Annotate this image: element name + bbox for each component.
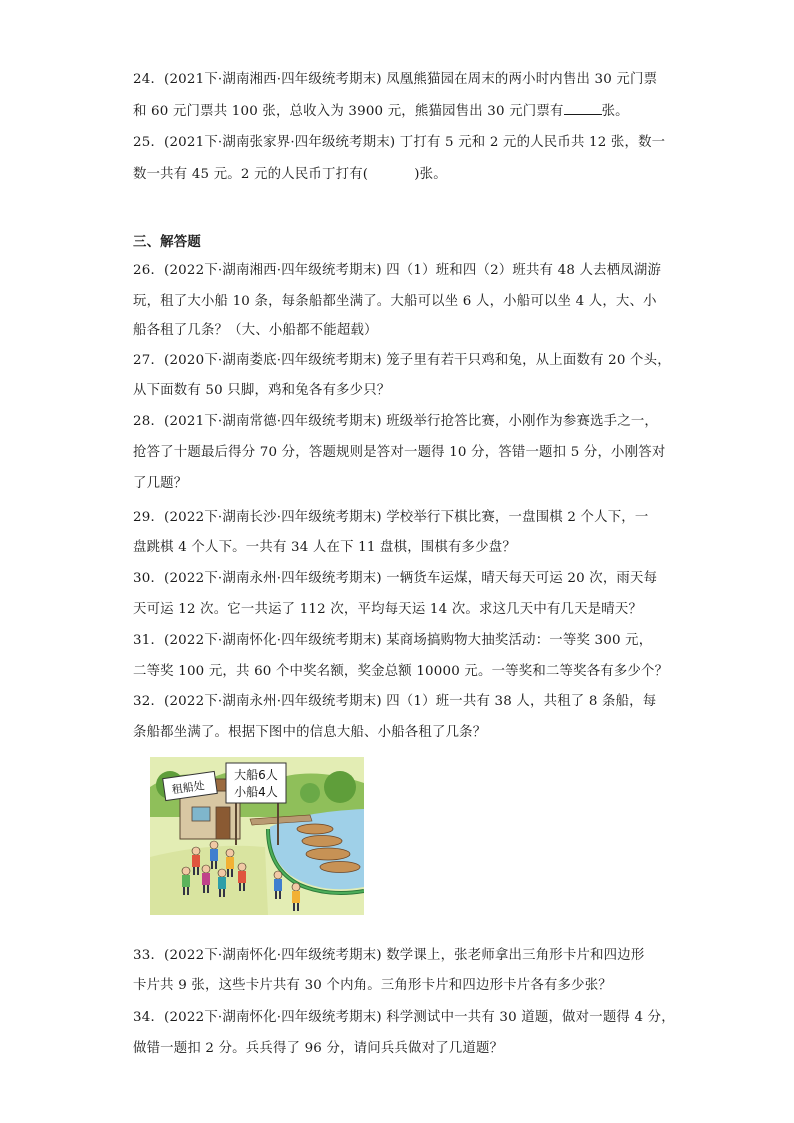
q24-line-2 bbox=[133, 100, 629, 119]
q34-line-1: 34．(2022下·湖南怀化·四年级统考期末) 科学测试中一共有 30 道题，做对一题得 4 分， bbox=[133, 1010, 675, 1025]
q28-line-3: 了几题？ bbox=[133, 476, 188, 491]
q28-line-2: 抢答了十题最后得分 70 分，答题规则是答对一题得 10 分，答错一题扣 5 分，小刚答对 bbox=[133, 445, 666, 460]
section-title: 三、解答题 bbox=[133, 235, 201, 250]
boat bbox=[306, 848, 350, 860]
booth-sign-text: 租船处 bbox=[170, 779, 206, 797]
q27-line-1: 27．(2020下·湖南娄底·四年级统考期末) 笼子里有若干只鸡和兔，从上面数有 20 个头， bbox=[133, 353, 671, 368]
q24-line-2-text: 和 60 元门票共 100 张，总收入为 3900 元，熊猫园售出 30 元门票有 bbox=[133, 104, 564, 119]
q33-line-2: 卡片共 9 张，这些卡片共有 30 个内角。三角形卡片和四边形卡片各有多少张？ bbox=[133, 978, 612, 993]
board-text-large-boat: 大船6人 bbox=[234, 768, 278, 782]
q24-line-1: 24．(2021下·湖南湘西·四年级统考期末) 凤凰熊猫园在周末的两小时内售出 30 元门票 bbox=[133, 72, 658, 87]
q30-line-2: 天可运 12 次。它一共运了 112 次，平均每天运 14 次。求这几天中有几天是晴天？ bbox=[133, 602, 643, 617]
q25-line-2 bbox=[133, 163, 447, 182]
q29-line-1: 29．(2022下·湖南长沙·四年级统考期末) 学校举行下棋比赛，一盘围棋 2 个人下，一 bbox=[133, 510, 649, 525]
tree bbox=[324, 771, 356, 803]
board-text-small-boat: 小船4人 bbox=[234, 785, 278, 799]
boat-rental-illustration bbox=[150, 757, 364, 915]
q26-line-3: 船各租了几条？（大、小船都不能超载） bbox=[133, 323, 378, 338]
boat bbox=[320, 862, 360, 873]
q31-line-1: 31．(2022下·湖南怀化·四年级统考期末) 某商场搞购物大抽奖活动：一等奖 300 元， bbox=[133, 633, 653, 648]
q24-answer-blank[interactable] bbox=[564, 102, 602, 115]
tree bbox=[300, 783, 320, 803]
q26-line-1: 26．(2022下·湖南湘西·四年级统考期末) 四（1）班和四（2）班共有 48 人去栖凤湖游 bbox=[133, 263, 662, 278]
q25-line-2-end: )张。 bbox=[414, 167, 447, 182]
q26-line-2: 玩，租了大小船 10 条，每条船都坐满了。大船可以坐 6 人，小船可以坐 4 人，大、小 bbox=[133, 294, 657, 309]
q30-line-1: 30．(2022下·湖南永州·四年级统考期末) 一辆货车运煤，晴天每天可运 20 次，雨天每 bbox=[133, 571, 658, 586]
q32-line-1: 32．(2022下·湖南永州·四年级统考期末) 四（1）班一共有 38 人，共租了 8 条船，每 bbox=[133, 694, 657, 709]
q29-line-2: 盘跳棋 4 个人下。一共有 34 人在下 11 盘棋，围棋有多少盘？ bbox=[133, 540, 516, 555]
booth-window bbox=[192, 807, 210, 821]
q25-line-1: 25．(2021下·湖南张家界·四年级统考期末) 丁打有 5 元和 2 元的人民币共 12 张，数一 bbox=[133, 135, 666, 150]
q27-line-2: 从下面数有 50 只脚，鸡和兔各有多少只？ bbox=[133, 383, 391, 398]
q24-line-2-end: 张。 bbox=[601, 104, 629, 119]
boat bbox=[297, 824, 333, 834]
q34-line-2: 做错一题扣 2 分。兵兵得了 96 分，请问兵兵做对了几道题？ bbox=[133, 1041, 504, 1056]
q32-line-2: 条船都坐满了。根据下图中的信息大船、小船各租了几条？ bbox=[133, 725, 487, 740]
q31-line-2: 二等奖 100 元，共 60 个中奖名额，奖金总额 10000 元。一等奖和二等奖各有多少个？ bbox=[133, 664, 669, 679]
booth-door bbox=[216, 807, 230, 839]
q28-line-1: 28．(2021下·湖南常德·四年级统考期末) 班级举行抢答比赛，小刚作为参赛选手之一， bbox=[133, 414, 659, 429]
q33-line-1: 33．(2022下·湖南怀化·四年级统考期末) 数学课上，张老师拿出三角形卡片和四边形 bbox=[133, 948, 645, 963]
boat bbox=[302, 836, 342, 847]
q25-line-2-text: 数一共有 45 元。2 元的人民币丁打有( bbox=[133, 167, 369, 182]
